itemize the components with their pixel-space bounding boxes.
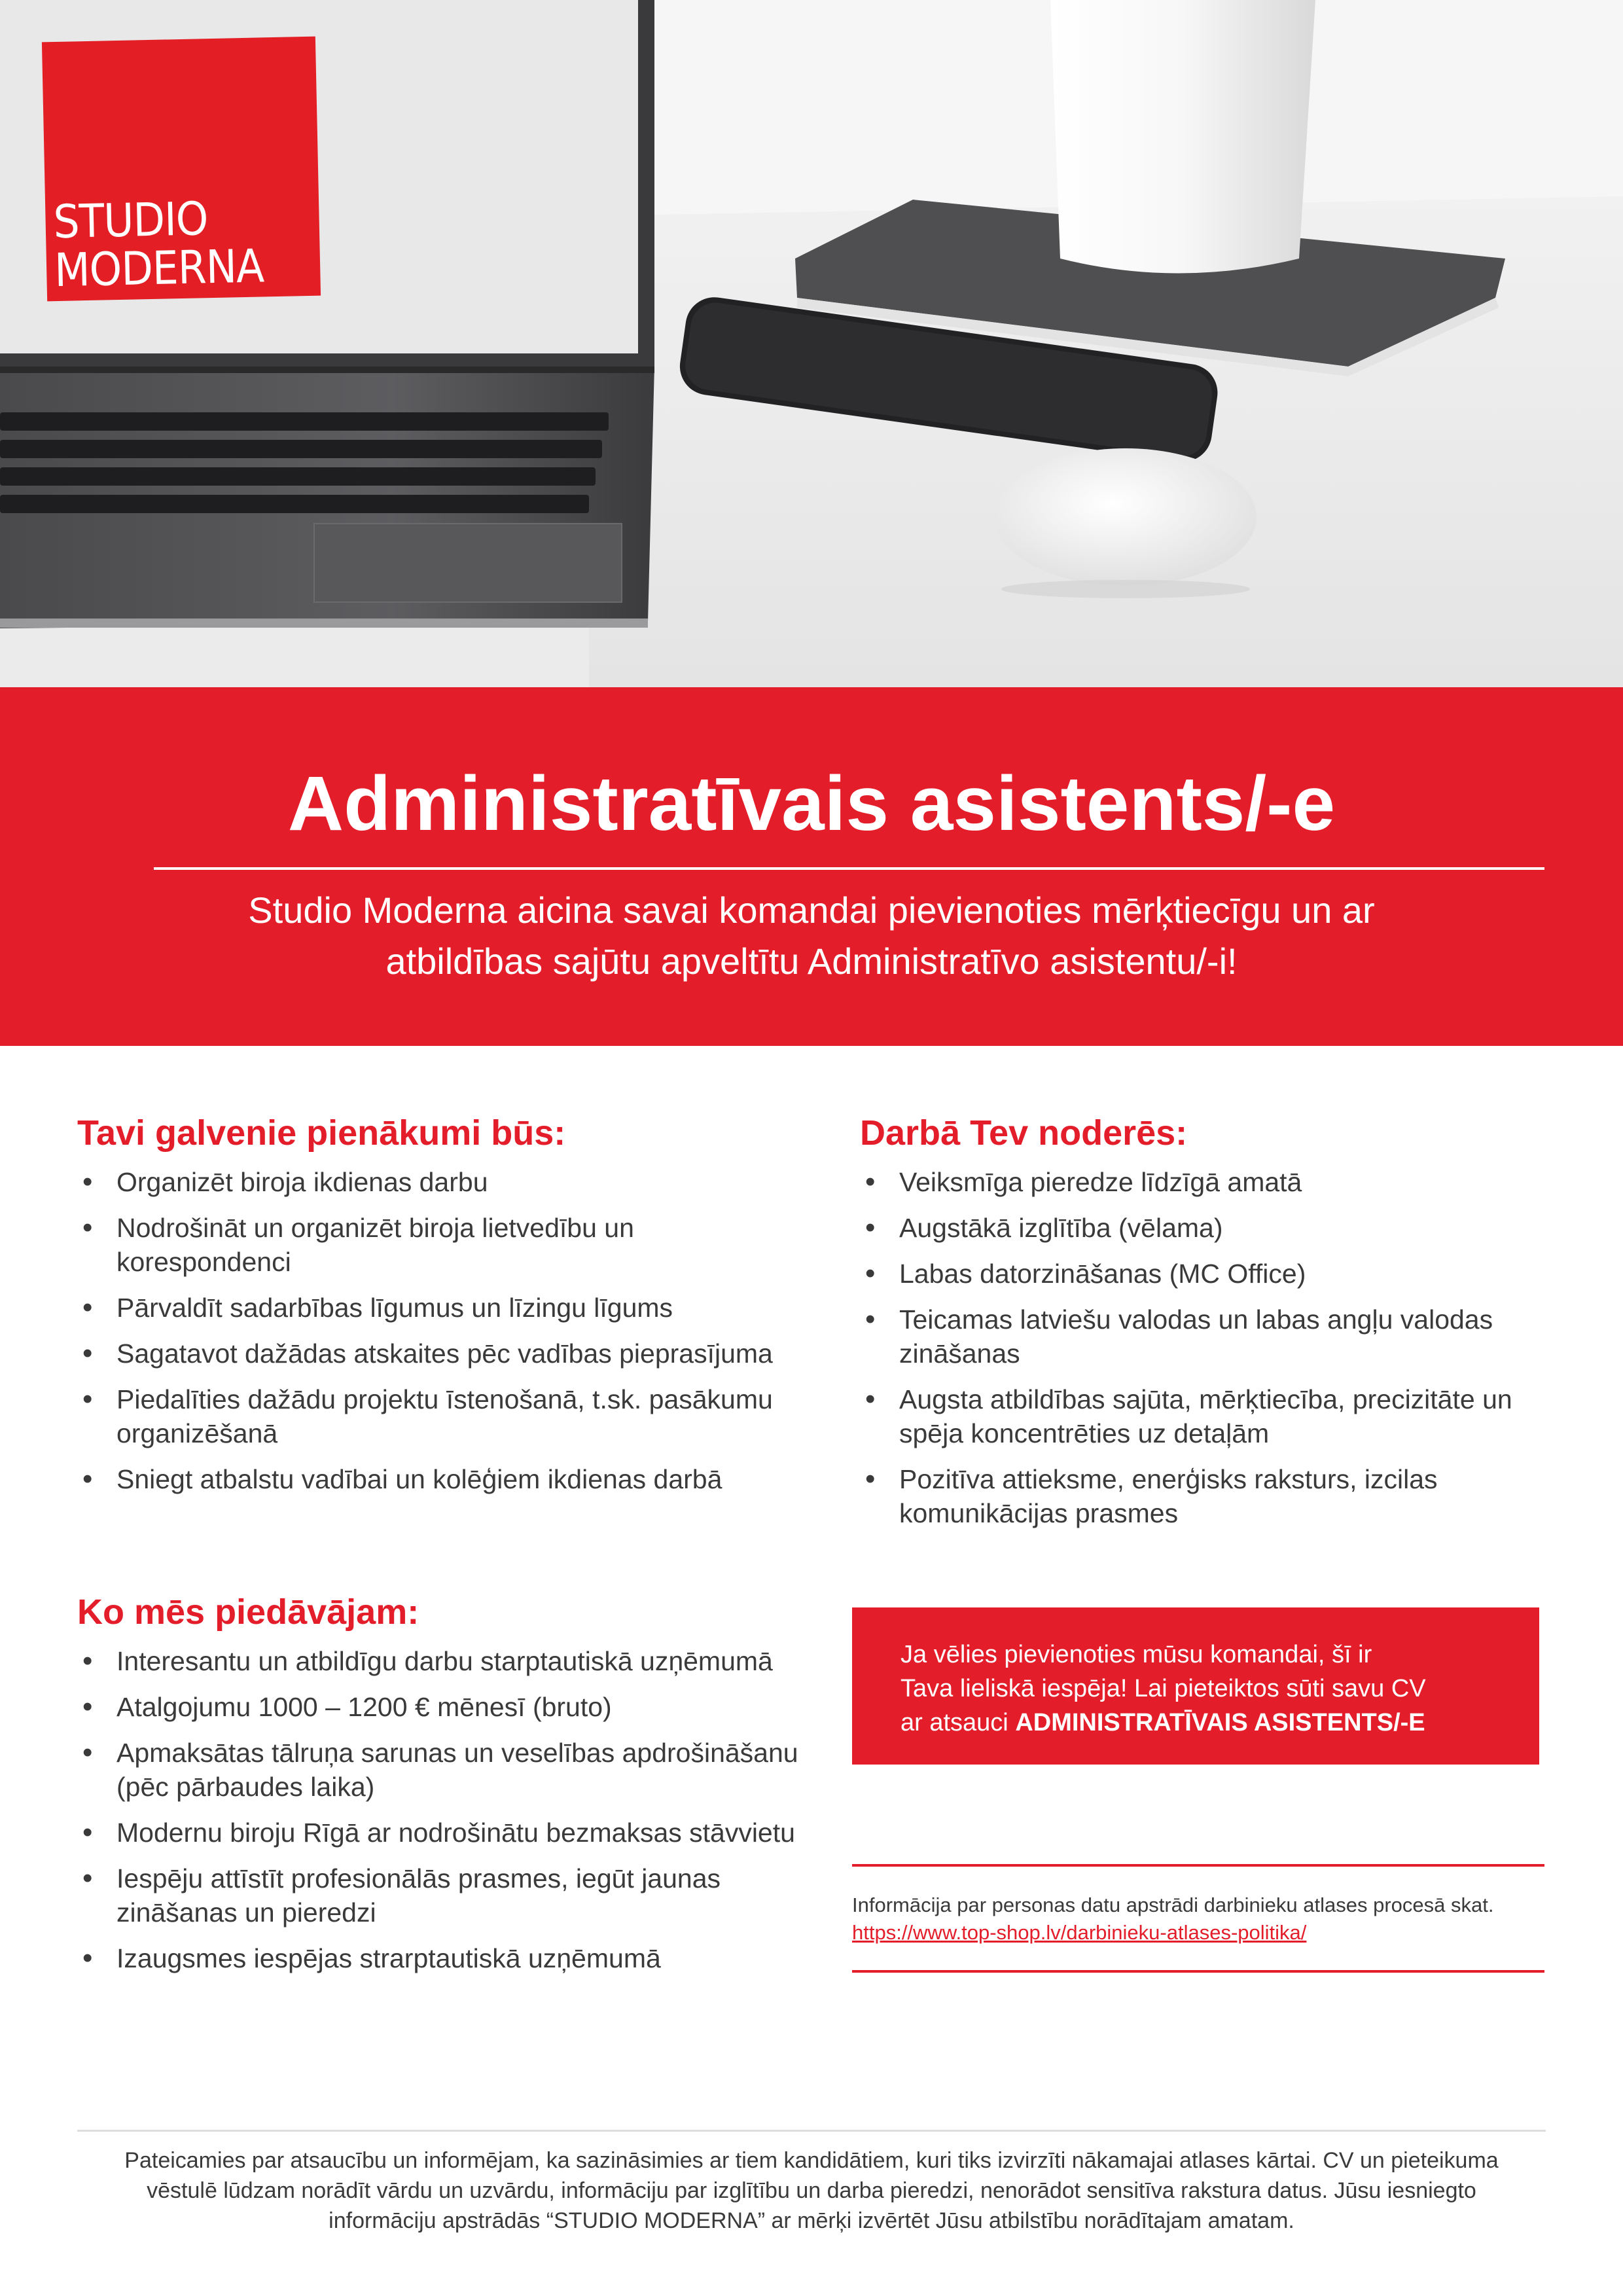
list-item: • Augstākā izglītība (vēlama): [860, 1211, 1567, 1245]
list-item: • Iespēju attīstīt profesionālās prasmes, iegūt jaunas zināšanas un pieredzi: [77, 1861, 810, 1929]
list-item: • Sniegt atbalstu vadībai un kolēģiem ikdienas darbā: [77, 1462, 810, 1496]
apply-reference-code: ADMINISTRATĪVAIS ASISTENTS/-E: [1015, 1709, 1425, 1736]
list-item: • Piedalīties dažādu projektu īstenošanā, t.sk. pasākumu organizēšanā: [77, 1382, 810, 1450]
job-intro: [131, 885, 1492, 987]
footer-note: [59, 2145, 1564, 2236]
job-intro-line-1: Studio Moderna aicina savai komandai pievienoties mērķtiecīgu un ar: [248, 889, 1375, 931]
list-item: • Atalgojumu 1000 – 1200 € mēnesī (bruto): [77, 1690, 810, 1724]
list-item: • Interesantu un atbildīgu darbu starptautiskā uzņēmumā: [77, 1644, 810, 1678]
logo-line-2: MODERNA: [54, 239, 264, 298]
job-intro-line-2: atbildības sajūtu apveltītu Administratīvo asistentu/-i!: [385, 941, 1238, 982]
list-item: • Veiksmīga pieredze līdzīgā amatā: [860, 1165, 1567, 1199]
apply-callout: [852, 1607, 1539, 1765]
apply-line-1: Ja vēlies pievienoties mūsu komandai, šī ir: [901, 1641, 1372, 1668]
requirements-heading: Darbā Tev noderēs:: [860, 1113, 1188, 1153]
footer-line-2: vēstulē lūdzam norādīt vārdu un uzvārdu, informāciju par izglītību un darba pieredzi, nenorādot sensitīva rakstura datus. Jūsu iesniegto: [147, 2178, 1476, 2203]
title-band: [0, 687, 1623, 1046]
list-item: • Modernu biroju Rīgā ar nodrošinātu bezmaksas stāvvietu: [77, 1816, 810, 1850]
footer-line-1: Pateicamies par atsaucību un informējam, ka sazināsimies ar tiem kandidātiem, kuri tiks izvirzīti nākamajai atlases kārtai. CV un pieteikuma: [124, 2148, 1499, 2173]
list-item: • Nodrošināt un organizēt biroja lietvedību un korespondenci: [77, 1211, 810, 1279]
responsibilities-section: [77, 1113, 810, 1508]
list-item: • Organizēt biroja ikdienas darbu: [77, 1165, 810, 1199]
title-divider: [154, 867, 1544, 870]
privacy-notice: [852, 1892, 1546, 1946]
offer-section: [77, 1592, 810, 1987]
list-item: • Teicamas latviešu valodas un labas angļu valodas zināšanas: [860, 1302, 1567, 1371]
list-item: • Apmaksātas tālruņa sarunas un veselības apdrošināšanu (pēc pārbaudes laika): [77, 1736, 810, 1804]
apply-line-3: [901, 1706, 1500, 1740]
requirements-list: [860, 1165, 1567, 1530]
apply-reference-prefix: ar atsauci: [901, 1709, 1016, 1736]
list-item: • Izaugsmes iespējas strarptautiskā uzņēmumā: [77, 1941, 810, 1975]
footer-divider: [77, 2130, 1546, 2132]
list-item: • Labas datorzināšanas (MC Office): [860, 1257, 1567, 1291]
studio-moderna-logo: [42, 37, 321, 302]
list-item: • Pozitīva attieksme, enerģisks raksturs, izcilas komunikācijas prasmes: [860, 1462, 1567, 1530]
responsibilities-heading: Tavi galvenie pienākumi būs:: [77, 1113, 566, 1153]
responsibilities-list: [77, 1165, 810, 1496]
list-item: • Augsta atbildības sajūta, mērķtiecība, precizitāte un spēja koncentrēties uz detaļām: [860, 1382, 1567, 1450]
hero-photo: [0, 0, 1623, 687]
list-item: • Sagatavot dažādas atskaites pēc vadības pieprasījuma: [77, 1336, 810, 1371]
offer-list: [77, 1644, 810, 1975]
offer-heading: Ko mēs piedāvājam:: [77, 1592, 419, 1632]
privacy-text: Informācija par personas datu apstrādi darbinieku atlases procesā skat.: [852, 1893, 1494, 1916]
list-item: • Pārvaldīt sadarbības līgumus un līzingu līgums: [77, 1291, 810, 1325]
footer-line-3: informāciju apstrādās “STUDIO MODERNA” ar mērķi izvērtēt Jūsu atbilstību norādītajam amatam.: [329, 2208, 1294, 2233]
privacy-policy-link[interactable]: https://www.top-shop.lv/darbinieku-atlases-politika/: [852, 1921, 1307, 1944]
apply-line-2: Tava lieliskā iespēja! Lai pieteiktos sūti savu CV: [901, 1675, 1426, 1702]
privacy-top-rule: [852, 1864, 1544, 1867]
requirements-section: [860, 1113, 1567, 1542]
job-title: Administratīvais asistents/-e: [287, 761, 1336, 847]
logo-line-1: STUDIO: [52, 192, 209, 249]
privacy-bottom-rule: [852, 1970, 1544, 1973]
